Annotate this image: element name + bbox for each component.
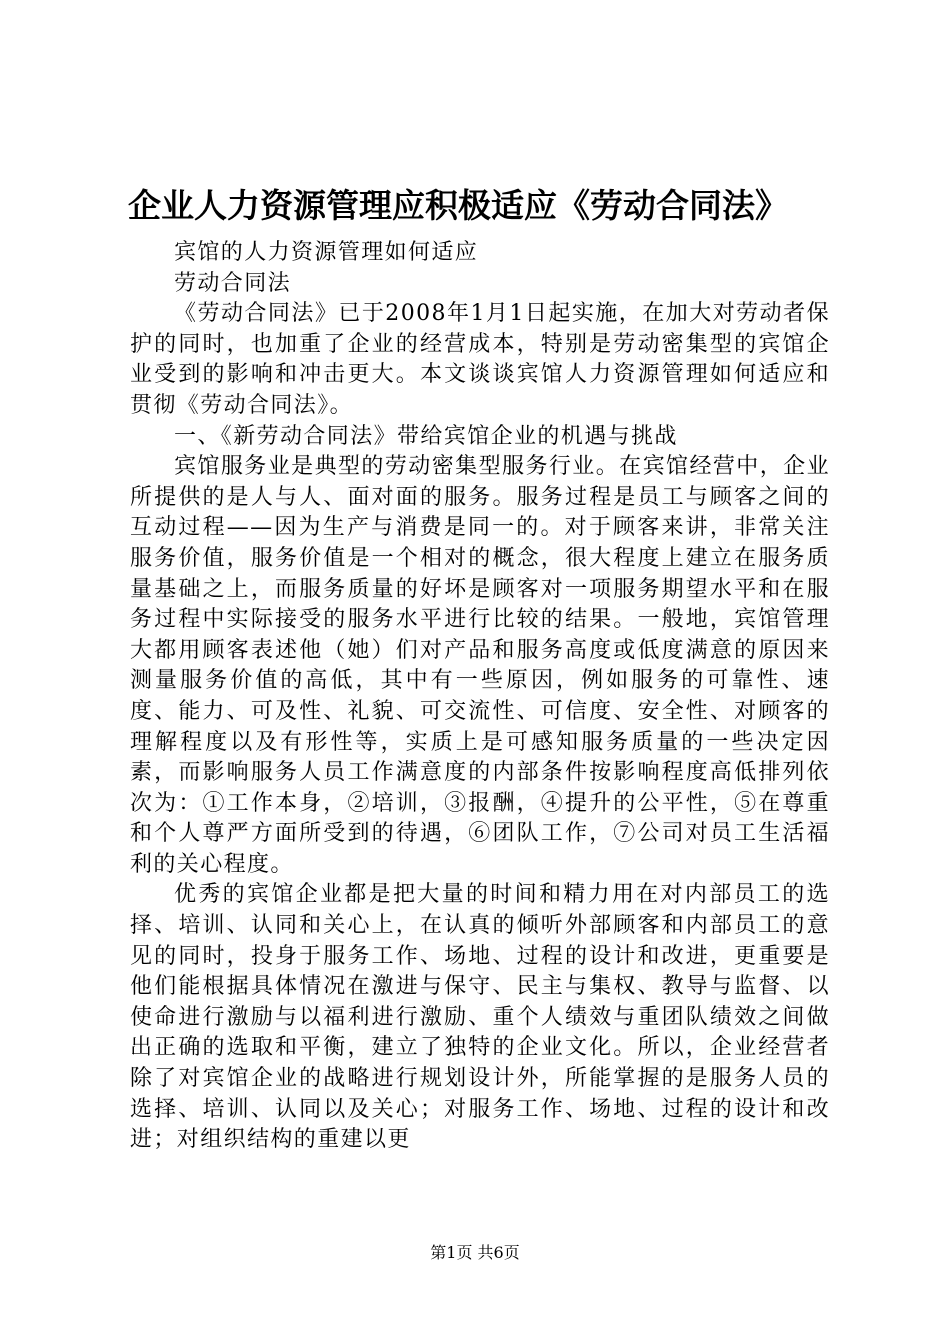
subtitle-line-1: 宾馆的人力资源管理如何适应 [174, 240, 479, 265]
document-title: 企业人力资源管理应积极适应《劳动合同法》 [128, 186, 788, 225]
subtitle-line-2: 劳动合同法 [174, 270, 292, 296]
body-paragraph: 宾馆服务业是典型的劳动密集型服务行业。在宾馆经营中，企业所提供的是人与人、面对面的服务。服务过程是员工与顾客之间的互动过程——因为生产与消费是同一的。对于顾客来讲，非常关注服务价值，服务价值是一个相对的概念，很大程度上建立在服务质量基础之上，而服务质量的好坏是顾客对一项服务期望水平和在服务过程中实际接受的服务水平进行比较的结果。一般地，宾馆管理大都用顾客表述他（她）们对产品和服务高度或低度满意的原因来测量服务价值的高低，其中有一些原因，例如服务的可靠性、速度、能力、可及性、礼貌、可交流性、可信度、安全性、对顾客的理解程度以及有形性等，实质上是可感知服务质量的一些决定因素，而影响服务人员工作满意度的内部条件按影响程度高低排列依次为：①工作本身，②培训，③报酬，④提升的公平性，⑤在尊重和个人尊严方面所受到的待遇，⑥团队工作，⑦公司对员工生活福利的关心程度。 [130, 454, 830, 877]
document-body [130, 238, 830, 1156]
page-number-footer: 第1页 共6页 [430, 1243, 520, 1262]
intro-paragraph: 《劳动合同法》已于2008年1月1日起实施，在加大对劳动者保护的同时，也加重了企业的经营成本，特别是劳动密集型的宾馆企业受到的影响和冲击更大。本文谈谈宾馆人力资源管理如何适应和贯彻《劳动合同法》。 [130, 301, 830, 418]
section-heading: 一、《新劳动合同法》带给宾馆企业的机遇与挑战 [174, 423, 678, 449]
body-paragraph: 优秀的宾馆企业都是把大量的时间和精力用在对内部员工的选择、培训、认同和关心上，在认真的倾听外部顾客和内部员工的意见的同时，投身于服务工作、场地、过程的设计和改进，更重要是他们能根据具体情况在激进与保守、民主与集权、教导与监督、以使命进行激励与以福利进行激励、重个人绩效与重团队绩效之间做出正确的选取和平衡，建立了独特的企业文化。所以，企业经营者除了对宾馆企业的战略进行规划设计外，所能掌握的是服务人员的选择、培训、认同以及关心；对服务工作、场地、过程的设计和改进；对组织结构的重建以更 [130, 882, 830, 1153]
